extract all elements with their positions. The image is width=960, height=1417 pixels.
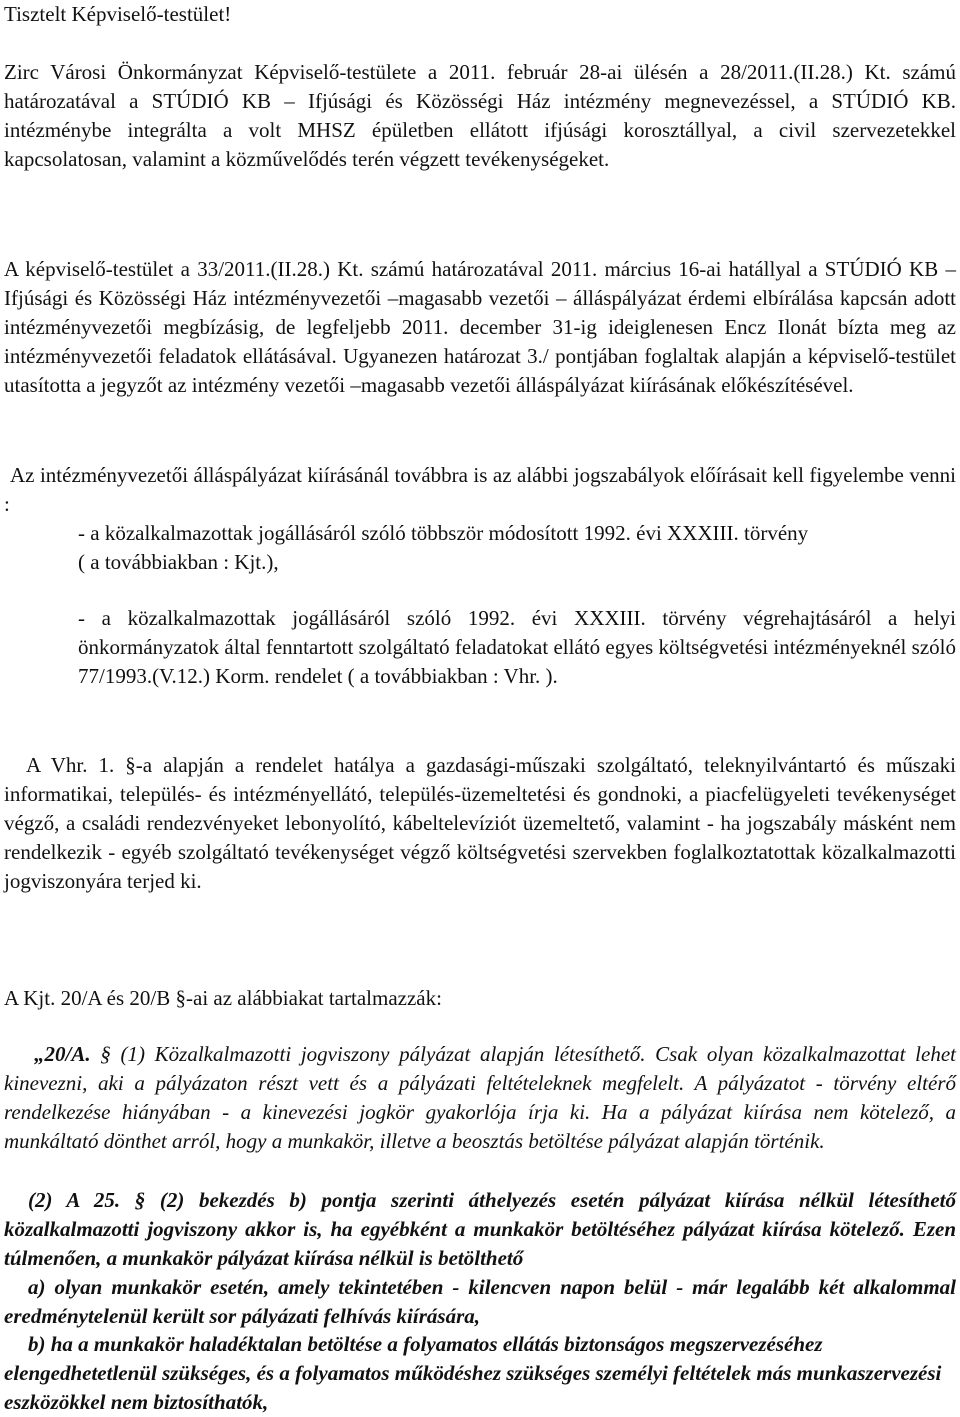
law-item-kjt-title: - a közalkalmazottak jogállásáról szóló többször módosított 1992. évi XXXIII. törvény bbox=[78, 521, 809, 545]
paragraph-kjt-reference: A Kjt. 20/A és 20/B §-ai az alábbiakat tartalmazzák: bbox=[4, 986, 442, 1010]
quote-item-b: b) ha a munkakör haladéktalan betöltése a folyamatos ellátás biztonságos megszervezéséhez elengedhetetlenül szükséges, és a folyamatos működéshez szükséges személyi feltételek más munkaszervezési eszközökkel nem biztosíthatók, bbox=[4, 1332, 942, 1414]
quote-section-body: § (1) Közalkalmazotti jogviszony pályázat alapján létesíthető. Csak olyan közalkalmazottat lehet kinevezni, aki a pályázaton részt vett és a pályázati feltételeknek megfelelt. A pályázatot - törvény eltérő rendelkezése hiányában - a kinevezési jogkör gyakorlója írja ki. Ha a pályázat kiírása nem kötelező, a munkáltató dönthet arról, hogy a munkakör, illetve a beosztás betöltése pályázat alapján történik. bbox=[4, 1042, 956, 1153]
salutation: Tisztelt Képviselő-testület! bbox=[4, 2, 232, 26]
paragraph-background: Zirc Városi Önkormányzat Képviselő-testülete a 2011. február 28-ai ülésén a 28/2011.(II.28.) Kt. számú határozatával a STÚDIÓ KB – Ifjúsági és Közösségi Ház intézmény megnevezéssel, a STÚDIÓ KB. intézménybe integrálta a volt MHSZ épületben ellátott ifjúsági korosztállyal, a civil szervezetekkel kapcsolatosan, valamint a közművelődés terén végzett tevékenységeket. bbox=[4, 60, 956, 171]
law-item-kjt bbox=[78, 519, 956, 577]
law-item-kjt-abbrev: ( a továbbiakban : Kjt.), bbox=[78, 550, 279, 574]
paragraph-interim-appointment: A képviselő-testület a 33/2011.(II.28.) Kt. számú határozatával 2011. március 16-ai hatállyal a STÚDIÓ KB – Ifjúsági és Közösségi Ház intézményvezetői –magasabb vezetői – álláspályázat érdemi elbírálása kapcsán adott intézményvezetői megbízásig, de legfeljebb 2011. december 31-ig ideiglenesen Encz Ilonát bízta meg az intézményvezetői feladatok ellátásával. Ugyanezen határozat 3./ pontjában foglaltak alapján a képviselő-testület utasította a jegyzőt az intézmény vezetői –magasabb vezetői álláspályázat kiírásának előkészítésével. bbox=[4, 257, 956, 397]
paragraph-vhr-scope: A Vhr. 1. §-a alapján a rendelet hatálya a gazdasági-műszaki szolgáltató, teleknyilvántartó és műszaki informatikai, település- és intézményellátó, település-üzemeltetési és gondnoki, a piacfelügyeleti tevékenységet végző, a családi rendezvényeket lebonyolító, kábeltelevíziót üzemeltető, valamint - ha jogszabály másként nem rendelkezik - egyéb szolgáltató tevékenységet végző költségvetési szervekben foglalkoztatottak közalkalmazotti jogviszonyára terjed ki. bbox=[4, 753, 956, 893]
quote-item-a: a) olyan munkakör esetén, amely tekintetében - kilencven napon belül - már legalább két alkalommal eredménytelenül került sor pályázati felhívás kiírására, bbox=[4, 1275, 956, 1328]
quote-20a-1 bbox=[4, 1040, 956, 1156]
quote-section-number: „20/A. bbox=[34, 1042, 91, 1066]
paragraph-legal-basis-intro: Az intézményvezetői álláspályázat kiírásánál továbbra is az alábbi jogszabályok előírásait kell figyelembe venni : bbox=[4, 463, 956, 516]
law-item-vhr: - a közalkalmazottak jogállásáról szóló 1992. évi XXXIII. törvény végrehajtásáról a helyi önkormányzatok által fenntartott szolgáltató feladatokat ellátó egyes költségvetési intézményeknél szóló 77/1993.(V.12.) Korm. rendelet ( a továbbiakban : Vhr. ). bbox=[78, 606, 956, 688]
quote-20a-2: (2) A 25. § (2) bekezdés b) pontja szerinti áthelyezés esetén pályázat kiírása nélkül létesíthető közalkalmazotti jogviszony akkor is, ha egyébként a munkakör betöltéséhez pályázat kiírása kötelező. Ezen túlmenően, a munkakör pályázat kiírása nélkül is betölthető bbox=[4, 1188, 956, 1270]
